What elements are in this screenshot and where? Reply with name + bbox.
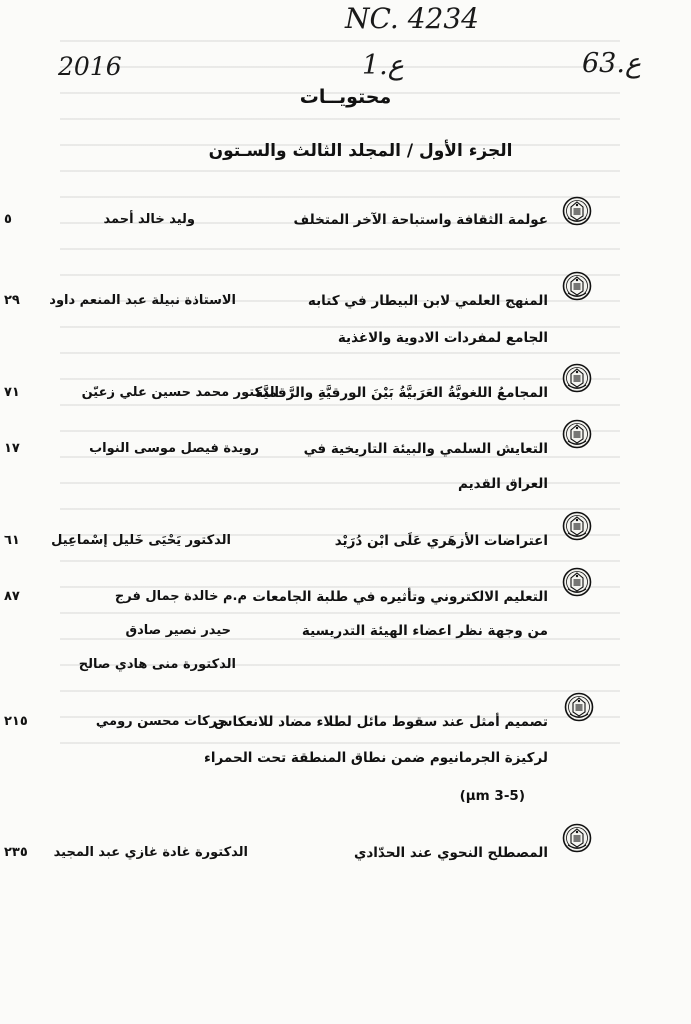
entry-page-number: ٢٣٥ (4, 845, 28, 860)
university-emblem-icon (562, 511, 592, 541)
entry-title-line-2: من وجهة نظر اعضاء الهيئة التدريسية (301, 623, 548, 639)
entry-author: وليد خالد أحمد (103, 212, 195, 227)
entry-title-line-2: لركيزة الجرمانيوم ضمن نطاق المنطقة تحت الحمراء (204, 750, 548, 766)
entry-page-number: ٥ (4, 212, 12, 227)
entry-page-number: ٢٩ (4, 293, 20, 308)
entry-title: عولمة الثقافة واستباحة الآخر المتخلف (293, 212, 548, 228)
entry-title: تصميم أمثل عند سقوط مائل لطلاء مضاد للانعكاس (213, 714, 548, 730)
list-item (0, 293, 691, 346)
university-emblem-icon (564, 692, 594, 722)
handwritten-catalog-number: NC. 4234 (345, 2, 479, 35)
entry-page-number: ١٧ (4, 441, 20, 456)
list-item (0, 714, 691, 804)
university-emblem-icon (562, 823, 592, 853)
entry-title: اعتراضات الأزهَري عَلَى ابْن دُرَيْد (334, 533, 548, 549)
entry-author: حركات محسن رومي (95, 714, 227, 729)
entry-title: المنهج العلمي لابن البيطار في كتابه (307, 293, 548, 309)
list-item (0, 589, 691, 672)
list-item (0, 212, 691, 242)
entry-title: المجامعُ اللغويَّةُ العَرَبيَّةُ بَيْنَ الورقيَّةِ والرَّقميَّة (255, 385, 548, 401)
entry-author: رويدة فيصل موسى النواب (89, 441, 259, 456)
entry-author: الاستاذة نبيلة عبد المنعم داود (49, 293, 236, 308)
entry-title: التعليم الالكتروني وتأثيره في طلبة الجامعات (252, 589, 548, 605)
entry-page-number: ٧١ (4, 385, 20, 400)
entry-title: التعايش السلمي والبيئة التاريخية في (303, 441, 548, 457)
section-title: الجزء الأول / المجلد الثالث والسـتون (208, 141, 513, 161)
entry-author: الدكتور محمد حسين علي زعيّن (81, 385, 279, 400)
list-item (0, 385, 691, 415)
list-item (0, 533, 691, 563)
entry-author: الدكتورة غادة غازي عبد المجيد (53, 845, 248, 860)
handwritten-year: 2016 (58, 52, 122, 81)
list-item (0, 845, 691, 875)
entry-page-number: ٦١ (4, 533, 20, 548)
university-emblem-icon (562, 363, 592, 393)
entry-title-line-2: العراق القديم (458, 476, 548, 492)
entry-author: م.م خالدة جمال فرج (114, 589, 247, 604)
entry-title: المصطلح النحوي عند الحدّادي (354, 845, 548, 861)
entry-title-line-3: (μm 3-5) (459, 788, 525, 804)
entry-author-3: الدكتورة منى هادي صالح (78, 657, 236, 672)
entry-title-line-2: الجامع لمفردات الادوية والاغذية (337, 330, 548, 346)
handwritten-issue-note: 1.ع (362, 50, 404, 81)
university-emblem-icon (562, 196, 592, 226)
university-emblem-icon (562, 567, 592, 597)
entry-author-2: حيدر نصير صادق (125, 623, 231, 638)
entry-page-number: ٨٧ (4, 589, 20, 604)
entry-author: الدكتور يَحْيَى خَليل إسْماعِيل (51, 533, 231, 548)
university-emblem-icon (562, 419, 592, 449)
entry-page-number: ٢١٥ (4, 714, 28, 729)
handwritten-volume-note: 63.ع (582, 48, 642, 79)
list-item (0, 441, 691, 492)
page-title: محتويــات (299, 86, 392, 108)
university-emblem-icon (562, 271, 592, 301)
